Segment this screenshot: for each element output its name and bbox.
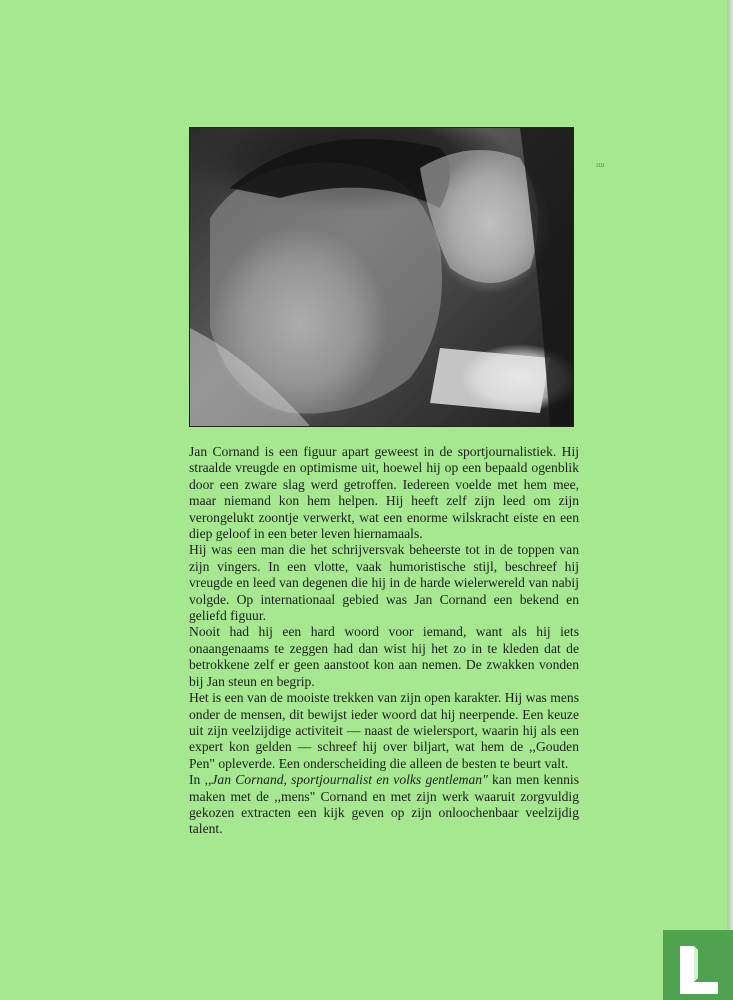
paragraph-5 xyxy=(189,772,579,838)
publisher-logo xyxy=(663,930,733,1000)
paragraph-2: Hij was een man die het schrijversvak beheerste tot in de toppen van zijn vingers. In een vlotte, vaak humoristische stijl, beschreef hij vreugde en leed van degenen die hij in de harde wielerwereld van nabij volgde. Op internationaal gebied was Jan Cornand een bekend en geliefd figuur. xyxy=(189,542,579,624)
paragraph-5-prefix: In xyxy=(189,772,205,788)
corner-mark: ıш xyxy=(596,160,605,169)
paragraph-1: Jan Cornand is een figuur apart geweest in de sportjournalistiek. Hij straalde vreugde en optimisme uit, hoewel hij op een bepaald ogenblik door een zware slag werd getroffen. Iedereen voelde met hem mee, maar niemand kon hem helpen. Hij heeft zelf zijn leed om zijn verongelukt zoontje verwerkt, wat een enorme wilskracht eiste en een diep geloof in een beter leven hiernamaals. xyxy=(189,444,579,542)
blurb-text xyxy=(189,444,579,838)
publisher-logo-icon xyxy=(676,944,722,996)
book-title: ,,Jan Cornand, sportjournalist en volks gentleman" xyxy=(204,772,488,788)
cover-photo xyxy=(189,127,574,427)
paragraph-3: Nooit had hij een hard woord voor iemand, want als hij iets onaangenaams te zeggen had dan wist hij het zo in te kleden dat de betrokkene zelf er geen aanstoot kon aan nemen. De zwakken vonden bij Jan steun en begrip. xyxy=(189,624,579,689)
page-edge xyxy=(727,0,733,1000)
paragraph-4: Het is een van de mooiste trekken van zijn open karakter. Hij was mens onder de mensen, dit bewijst ieder woord dat hij neerpende. Een keuze uit zijn veelzijdige activiteit — naast de wielersport, waarin hij als een expert kon gelden — schreef hij over biljart, wat hem de ,,Gouden Pen" opleverde. Een onderscheiding die alleen de besten te beurt valt. xyxy=(189,690,579,771)
paragraph-5-suffix: kan men kennis maken met de ,,mens" Cornand en met zijn werk waaruit zorgvuldig gekozen extracten een kijk geven op zijn onloochenbaar veelzijdig talent. xyxy=(189,772,580,837)
photo-illustration xyxy=(190,128,573,426)
